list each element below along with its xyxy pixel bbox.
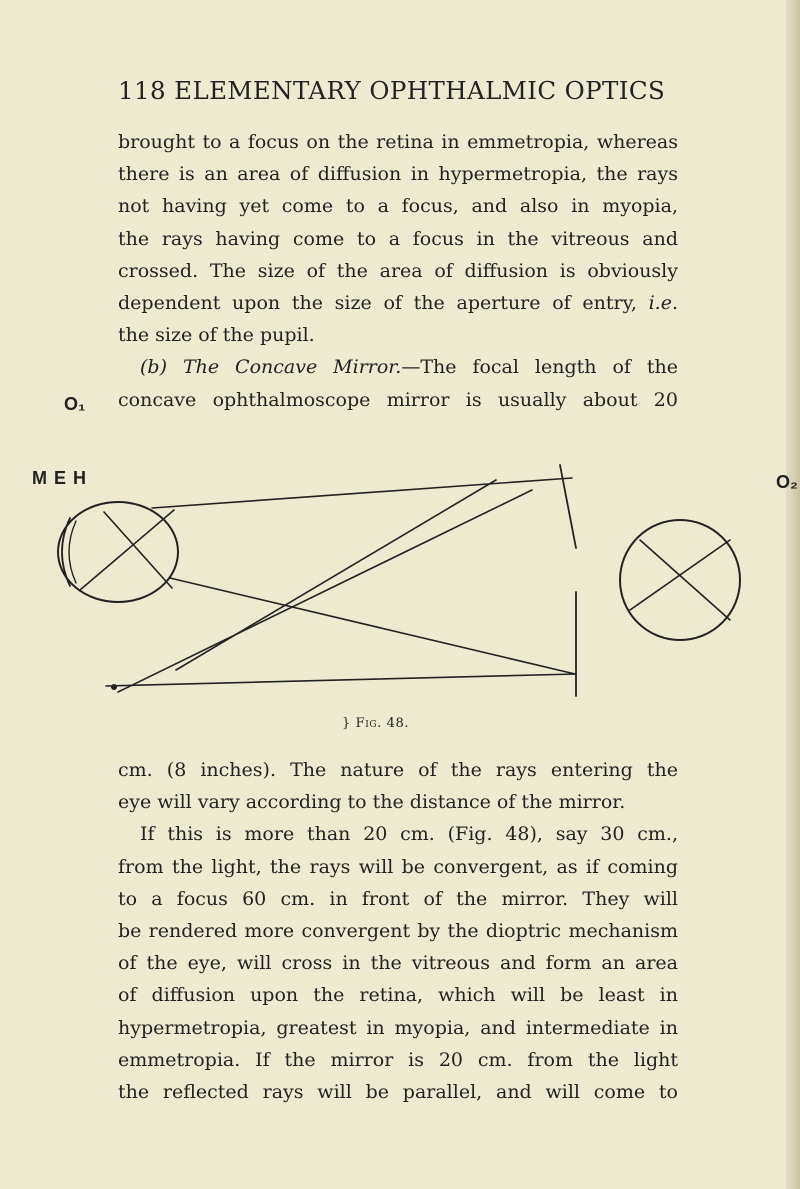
section-marker: (b) [140,356,167,379]
ray-diagram [40,400,800,730]
text-line: not having yet come to a focus, and also in myopia, [118,195,678,218]
text-line: If this is more than 20 cm. (Fig. 48), say 30 cm., [140,823,678,846]
text-line: concave ophthalmoscope mirror is usually about 20 [118,388,678,411]
eye-right-ray-1 [640,540,730,620]
paragraph-mirror-distance [118,754,678,818]
label-o2: O₂ [776,472,798,492]
text-line: cm. (8 inches). The nature of the rays entering the [118,759,678,781]
paragraph-diffusion [118,126,678,351]
ray-upper-to-lower-mirror [170,578,575,674]
ray-lower-return [106,674,576,686]
mirror-upper-arc [560,465,576,548]
light-source-dot [111,684,117,690]
text-line: be rendered more convergent by the dioptric mechanism [118,919,678,942]
text-line [118,351,678,383]
ray-2 [80,510,174,590]
running-title: ELEMENTARY OPHTHALMIC OPTICS [174,76,666,105]
text-line: the reflected rays will be parallel, and will come to [118,1080,678,1103]
eye-right-circle [620,520,740,640]
text-line: emmetropia. If the mirror is 20 cm. from the light [118,1048,678,1071]
caption-mark: } [342,716,351,731]
text-line: crossed. The size of the area of diffusion is obviously [118,259,678,282]
ray-from-source [118,490,532,692]
text-line: of the eye, will cross in the vitreous and form an area [118,952,678,975]
figure-caption [342,716,409,731]
ray-upper-to-mirror [152,478,572,508]
page-number: 118 [118,76,166,105]
running-head [118,76,665,105]
text-line: from the light, the rays will be convergent, as if coming [118,855,678,878]
text-line: of diffusion upon the retina, which will be least in [118,984,678,1007]
text-line: eye will vary according to the distance of the mirror. [118,791,626,814]
text-line: hypermetropia, greatest in myopia, and intermediate in [118,1016,678,1039]
eye-left-outer [58,502,178,602]
abbreviation-ie: i.e. [648,291,678,314]
section-title: The Concave Mirror. [182,356,402,379]
label-meh: M E H [32,468,88,488]
ray-mirror-top-cross [176,480,496,670]
text-line [118,287,678,319]
text-line: there is an area of diffusion in hypermetropia, the rays [118,163,678,186]
top-paragraphs [118,126,678,416]
paragraph-convergence [118,818,678,1108]
caption-text: Fig. 48. [355,716,410,731]
bottom-paragraphs [118,754,678,1108]
text-fragment: dependent upon the size of the aperture of entry, [118,291,637,314]
eye-left-cornea-inner [69,521,76,583]
section-lead: —The focal length of the [401,356,678,379]
text-line: brought to a focus on the retina in emmetropia, whereas [118,131,678,153]
text-line: to a focus 60 cm. in front of the mirror. They will [118,887,678,910]
label-o1: O₁ [64,394,86,414]
ray-1 [104,512,172,588]
text-line: the rays having come to a focus in the vitreous and [118,227,678,250]
text-line: the size of the pupil. [118,324,315,347]
eye-right-ray-2 [630,540,730,610]
